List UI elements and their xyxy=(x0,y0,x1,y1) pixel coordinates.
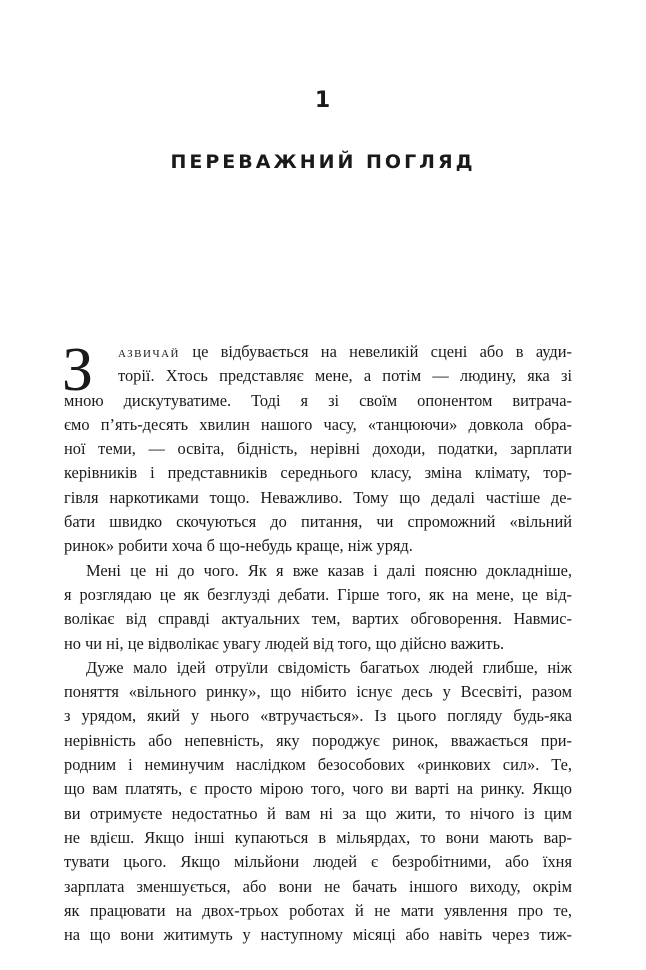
text-line: мною дискутуватиме. Тоді я зі своїм опонентом витрача- xyxy=(64,390,572,410)
paragraph-1 xyxy=(62,336,572,559)
text-line: волікає від справді актуальних тем, вартих обговорення. Навмис- xyxy=(64,609,572,629)
text-line: тувати цього. Якщо мільйони людей є безробітними, або їхня xyxy=(64,852,572,872)
text-line: зарплата зменшується, або вони не бачать іншого виходу, окрім xyxy=(64,876,572,896)
text-line: бати швидко скочуються до питання, чи спроможний «вільний xyxy=(64,512,572,532)
chapter-title: ПЕРЕВАЖНИЙ ПОГЛЯД xyxy=(170,151,476,173)
text-line: Дуже мало ідей отруїли свідомість багатьох людей глибше, ніж xyxy=(86,657,572,677)
text-line: но чи ні, це відволікає увагу людей від того, що дійсно важить. xyxy=(64,633,505,653)
text-line: ної теми, — освіта, бідність, нерівні доходи, податки, зарплати xyxy=(64,439,572,459)
first-word-smallcaps: азвичай xyxy=(118,342,180,361)
text-line: ємо п’ять-десять хвилин нашого часу, «танцюючи» довкола обра- xyxy=(64,414,572,434)
text-line: поняття «вільного ринку», що нібито існує десь у Всесвіті, разом xyxy=(64,682,572,702)
text-line: ви отримуєте недостатньо й вам ні за що жити, то нічого із цим xyxy=(64,803,572,823)
text-line: торії. Хтось представляє мене, а потім — людину, яка зі xyxy=(118,366,572,386)
text-line: нерівність або непевність, яку породжує ринок, вважається при- xyxy=(64,730,572,750)
paragraph-3 xyxy=(64,656,572,948)
text-line: азвичай це відбувається на невеликій сцені або в ауди- xyxy=(118,342,572,361)
text-line: з урядом, який у нього «втручається». Із цього погляду будь-яка xyxy=(64,706,572,726)
text-line: не вдієш. Якщо інші купаються в мільярдах, то вони мають вар- xyxy=(64,827,572,847)
text-line: як працювати на двох-трьох роботах й не мати уявлення про те, xyxy=(64,900,572,920)
chapter-number: 1 xyxy=(314,88,332,113)
text-line: на що вони житимуть у наступному місяці або навіть через тиж- xyxy=(64,925,572,945)
text-line: керівників і представників середнього класу, зміна клімату, тор- xyxy=(64,463,572,483)
text-line: Мені це ні до чого. Як я вже казав і далі поясню докладніше, xyxy=(86,560,572,580)
text-line: я розглядаю це як безглузді дебати. Гірше того, як на мене, це від- xyxy=(64,584,572,604)
drop-cap: З xyxy=(62,336,94,404)
body-text xyxy=(62,336,572,947)
text-line: гівля наркотиками тощо. Неважливо. Тому що дедалі частіше де- xyxy=(64,487,572,507)
text-line: ринок» робити хоча б що-небудь краще, ніж уряд. xyxy=(64,536,413,556)
paragraph-2 xyxy=(64,559,572,656)
text-line: родним і неминучим наслідком безособових «ринкових сил». Те, xyxy=(64,755,572,775)
text-line: що вам платять, є просто мірою того, чого ви варті на ринку. Якщо xyxy=(64,779,572,799)
